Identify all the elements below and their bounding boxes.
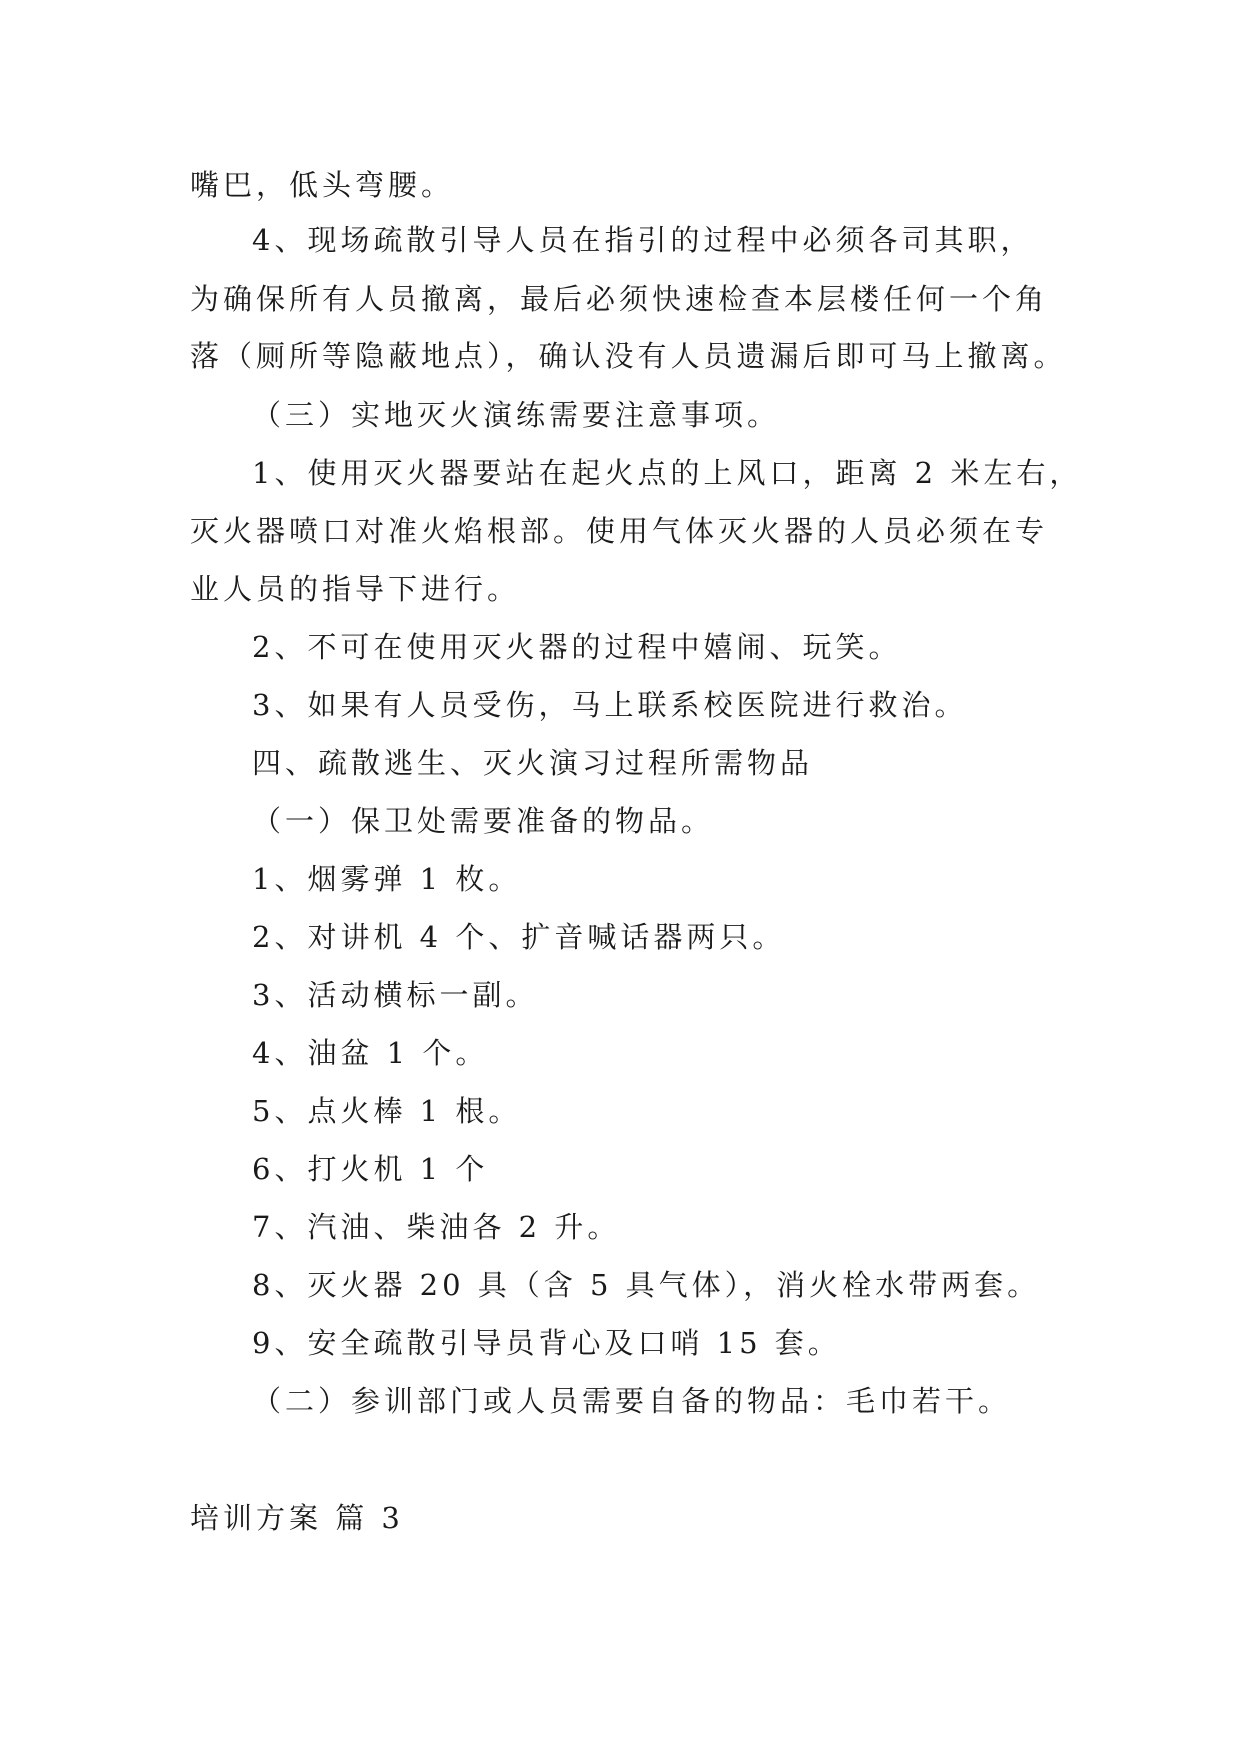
list-item: 5、点火棒 1 根。 — [252, 1094, 522, 1128]
list-item: 1、烟雾弹 1 枚。 — [252, 862, 522, 896]
document-heading: 培训方案 篇 3 — [190, 1501, 404, 1535]
list-item: 9、安全疏散引导员背心及口哨 15 套。 — [252, 1326, 841, 1360]
list-item: 4、油盆 1 个。 — [252, 1036, 489, 1070]
section-heading: （二）参训部门或人员需要自备的物品：毛巾若干。 — [252, 1384, 1012, 1418]
paragraph-line: 1、使用灭火器要站在起火点的上风口，距离 2 米左右， — [252, 456, 1083, 490]
section-heading: （三）实地灭火演练需要注意事项。 — [252, 398, 781, 432]
paragraph-line: 4、现场疏散引导人员在指引的过程中必须各司其职， — [252, 223, 1034, 257]
section-heading: 四、疏散逃生、灭火演习过程所需物品 — [252, 746, 814, 780]
list-item: 3、如果有人员受伤，马上联系校医院进行救治。 — [252, 688, 968, 722]
list-item: 3、活动横标一副。 — [252, 978, 539, 1012]
paragraph-line: 落（厕所等隐蔽地点），确认没有人员遗漏后即可马上撤离。 — [190, 339, 1067, 373]
list-item: 6、打火机 1 个 — [252, 1152, 489, 1186]
paragraph-line: 业人员的指导下进行。 — [190, 572, 521, 606]
list-item: 2、对讲机 4 个、扩音喊话器两只。 — [252, 920, 786, 954]
list-item: 2、不可在使用灭火器的过程中嬉闹、玩笑。 — [252, 630, 902, 664]
paragraph-line: 灭火器喷口对准火焰根部。使用气体灭火器的人员必须在专 — [190, 514, 1049, 548]
list-item: 7、汽油、柴油各 2 升。 — [252, 1210, 621, 1244]
paragraph-line: 嘴巴，低头弯腰。 — [190, 168, 455, 202]
section-heading: （一）保卫处需要准备的物品。 — [252, 804, 715, 838]
paragraph-line: 为确保所有人员撤离，最后必须快速检查本层楼任何一个角 — [190, 282, 1049, 316]
list-item: 8、灭火器 20 具（含 5 具气体），消火栓水带两套。 — [252, 1268, 1041, 1302]
